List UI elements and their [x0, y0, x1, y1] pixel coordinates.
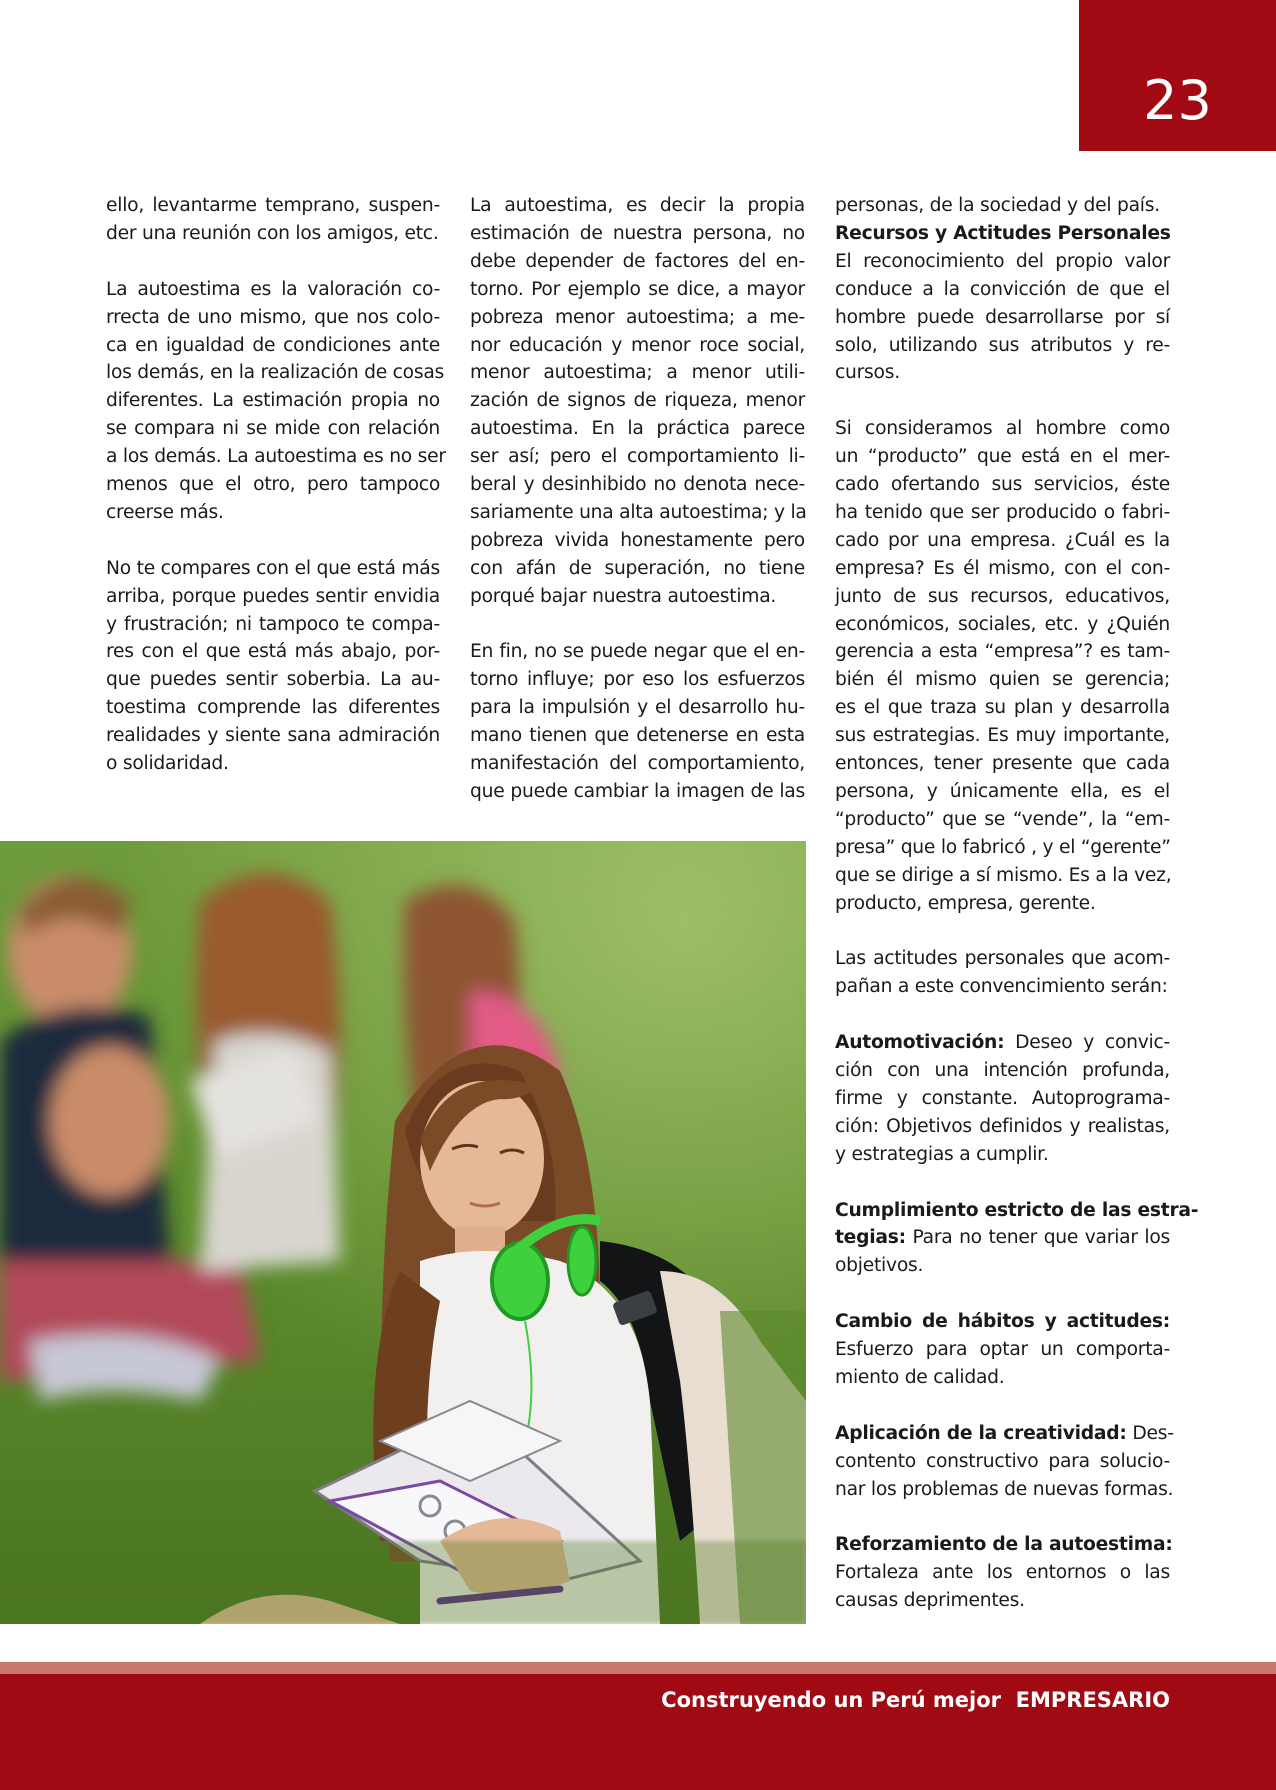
text-line: rrecta de uno mismo, que nos colo-: [106, 306, 440, 328]
attitude-text: Deseo y convic-: [1004, 1032, 1170, 1054]
text-line: [835, 1029, 1170, 1057]
attitude-item-reforzamiento: [835, 1531, 1173, 1615]
text-line: porqué bajar nuestra autoestima.: [470, 585, 777, 607]
text-line: toestima comprende las diferentes: [106, 697, 440, 719]
text-line: y estrategias a cumplir.: [835, 1143, 1049, 1165]
text-line: solo, utilizando sus atributos y re-: [835, 334, 1170, 356]
attitude-text: Des-: [1126, 1422, 1174, 1444]
text-line: junto de sus recursos, educativos,: [835, 585, 1170, 607]
column-2: [470, 192, 805, 834]
footer-bar: [0, 1674, 1276, 1790]
text-line: es el que traza su plan y desarrolla: [835, 697, 1170, 719]
text-line: ser así; pero el comportamiento li-: [470, 446, 805, 468]
text-line: que se dirige a sí mismo. Es a la vez,: [835, 864, 1172, 886]
attitude-text: Para no tener que variar los: [905, 1227, 1170, 1249]
attitude-item-cambio-habitos: [835, 1308, 1170, 1392]
text-line: menor autoestima; a menor utili-: [470, 362, 805, 384]
text-line: personas, de la sociedad y del país.: [835, 195, 1160, 216]
column-1: [106, 192, 446, 806]
text-line: zación de signos de riqueza, menor: [470, 390, 805, 412]
attitude-term: tegias:: [835, 1227, 906, 1249]
text-line: un “producto” que está en el mer-: [835, 446, 1170, 468]
footer-tagline: Construyendo un Perú mejor EMPRESARIO: [661, 1688, 1170, 1712]
text-line: presa” que lo fabricó , y el “gerente”: [835, 836, 1171, 858]
text-line: los demás, en la realización de cosas: [106, 362, 445, 384]
text-line: firme y constante. Autoprograma-: [835, 1087, 1170, 1109]
text-line: pobreza vivida honestamente pero: [470, 529, 805, 551]
text-line: gerencia a esta “empresa”? es tam-: [835, 641, 1170, 663]
text-line: creerse más.: [106, 501, 224, 523]
footer-stripe: [0, 1662, 1276, 1674]
col3-paragraph-3: [835, 415, 1170, 917]
attitude-term: Automotivación:: [835, 1032, 1005, 1054]
page-number-box: [1079, 0, 1276, 151]
text-line: cado por una empresa. ¿Cuál es la: [835, 529, 1170, 551]
text-line: sariamente una alta autoestima; y la: [470, 501, 807, 523]
text-line: Fortaleza ante los entornos o las: [835, 1562, 1170, 1584]
col2-paragraph-2: [470, 638, 805, 805]
text-line: [835, 1420, 1174, 1448]
col3-paragraph-1: [835, 192, 1170, 220]
col2-paragraph-1: [470, 192, 805, 611]
col1-paragraph-3: [106, 555, 440, 778]
students-photo-illustration: [0, 841, 806, 1624]
text-line: autoestima. En la práctica parece: [470, 418, 805, 440]
text-line: debe depender de factores del en-: [470, 250, 805, 272]
attitude-term: Cumplimiento estricto de las estra-: [835, 1199, 1199, 1221]
text-line: res con el que está más abajo, por-: [106, 641, 440, 663]
text-line: estimación de nuestra persona, no: [470, 222, 805, 244]
section-heading: [835, 220, 1170, 248]
text-line: realidades y siente sana admiración: [106, 725, 440, 747]
text-line: ca en igualdad de condiciones ante: [106, 334, 440, 356]
column-3: [835, 192, 1199, 1643]
text-line: conduce a la convicción de que el: [835, 278, 1170, 300]
text-line: Las actitudes personales que acom-: [835, 948, 1170, 970]
text-line: o solidaridad.: [106, 753, 229, 775]
text-line: económicos, sociales, etc. y ¿Quién: [835, 613, 1170, 635]
attitude-item-cumplimiento: [835, 1197, 1199, 1281]
text-line: miento de calidad.: [835, 1366, 1005, 1388]
text-line: La autoestima es la valoración co-: [106, 278, 440, 300]
text-line: beral y desinhibido no denota nece-: [470, 474, 805, 496]
text-line: con afán de superación, no tiene: [470, 557, 805, 579]
text-line: ha tenido que ser producido o fabri-: [835, 501, 1170, 523]
text-line: sus estrategias. Es muy importante,: [835, 725, 1170, 747]
text-line: producto, empresa, gerente.: [835, 892, 1096, 914]
attitude-term: Cambio de hábitos y actitudes:: [835, 1311, 1170, 1333]
text-line: cursos.: [835, 362, 900, 384]
text-line: cado ofertando sus servicios, éste: [835, 474, 1170, 496]
text-line: En fin, no se puede negar que el en-: [470, 641, 805, 663]
text-line: diferentes. La estimación propia no: [106, 390, 440, 412]
page-number: 23: [1143, 69, 1212, 132]
text-line: El reconocimiento del propio valor: [835, 250, 1170, 272]
text-line: hombre puede desarrollarse por sí: [835, 306, 1170, 328]
text-line: nor educación y menor roce social,: [470, 334, 805, 356]
text-line: Esfuerzo para optar un comporta-: [835, 1339, 1170, 1361]
text-line: contento constructivo para solucio-: [835, 1450, 1170, 1472]
students-photo: [0, 841, 806, 1624]
text-line: Si consideramos al hombre como: [835, 418, 1170, 440]
attitude-term: Aplicación de la creatividad:: [835, 1422, 1127, 1444]
text-line: para la impulsión y el desarrollo hu-: [470, 697, 805, 719]
text-line: “producto” que se “vende”, la “em-: [835, 808, 1170, 830]
section-heading-text: Recursos y Actitudes Personales: [835, 222, 1171, 244]
text-line: nar los problemas de nuevas formas.: [835, 1478, 1174, 1500]
text-line: torno influye; por eso los esfuerzos: [470, 669, 805, 691]
text-line: empresa? Es él mismo, con el con-: [835, 557, 1170, 579]
text-line: que puede cambiar la imagen de las: [470, 781, 805, 803]
text-line: ción con una intención profunda,: [835, 1060, 1170, 1082]
text-line: manifestación del comportamiento,: [470, 753, 805, 775]
text-line: mano tienen que detenerse en esta: [470, 725, 805, 747]
text-line: arriba, porque puedes sentir envidia: [106, 585, 440, 607]
text-line: ello, levantarme temprano, suspen-: [106, 195, 440, 216]
text-line: pobreza menor autoestima; a me-: [470, 306, 805, 328]
text-line: bién él mismo quien se gerencia;: [835, 669, 1170, 691]
attitude-term: Reforzamiento de la autoestima:: [835, 1534, 1173, 1556]
text-line: La autoestima, es decir la propia: [470, 195, 805, 216]
text-line: entonces, tener presente que cada: [835, 753, 1170, 775]
text-line: No te compares con el que está más: [106, 557, 440, 579]
text-line: causas deprimentes.: [835, 1590, 1025, 1612]
text-line: que puedes sentir soberbia. La au-: [106, 669, 440, 691]
text-line: y frustración; ni tampoco te compa-: [106, 613, 440, 635]
col3-paragraph-2: [835, 248, 1170, 388]
text-line: der una reunión con los amigos, etc.: [106, 222, 439, 244]
text-line: a los demás. La autoestima es no ser: [106, 446, 446, 468]
attitude-item-creatividad: [835, 1420, 1174, 1504]
text-line: menos que el otro, pero tampoco: [106, 474, 440, 496]
text-line: objetivos.: [835, 1255, 924, 1277]
text-line: se compara ni se mide con relación: [106, 418, 440, 440]
text-line: torno. Por ejemplo se dice, a mayor: [470, 278, 805, 300]
text-line: ción: Objetivos definidos y realistas,: [835, 1115, 1170, 1137]
text-line: [835, 1224, 1170, 1252]
col1-paragraph-1: [106, 192, 440, 248]
col1-paragraph-2: [106, 276, 446, 527]
text-line: pañan a este convencimiento serán:: [835, 976, 1168, 998]
col3-paragraph-4: [835, 945, 1170, 1001]
text-line: persona, y únicamente ella, es el: [835, 781, 1170, 803]
attitude-item-automotivacion: [835, 1029, 1170, 1169]
